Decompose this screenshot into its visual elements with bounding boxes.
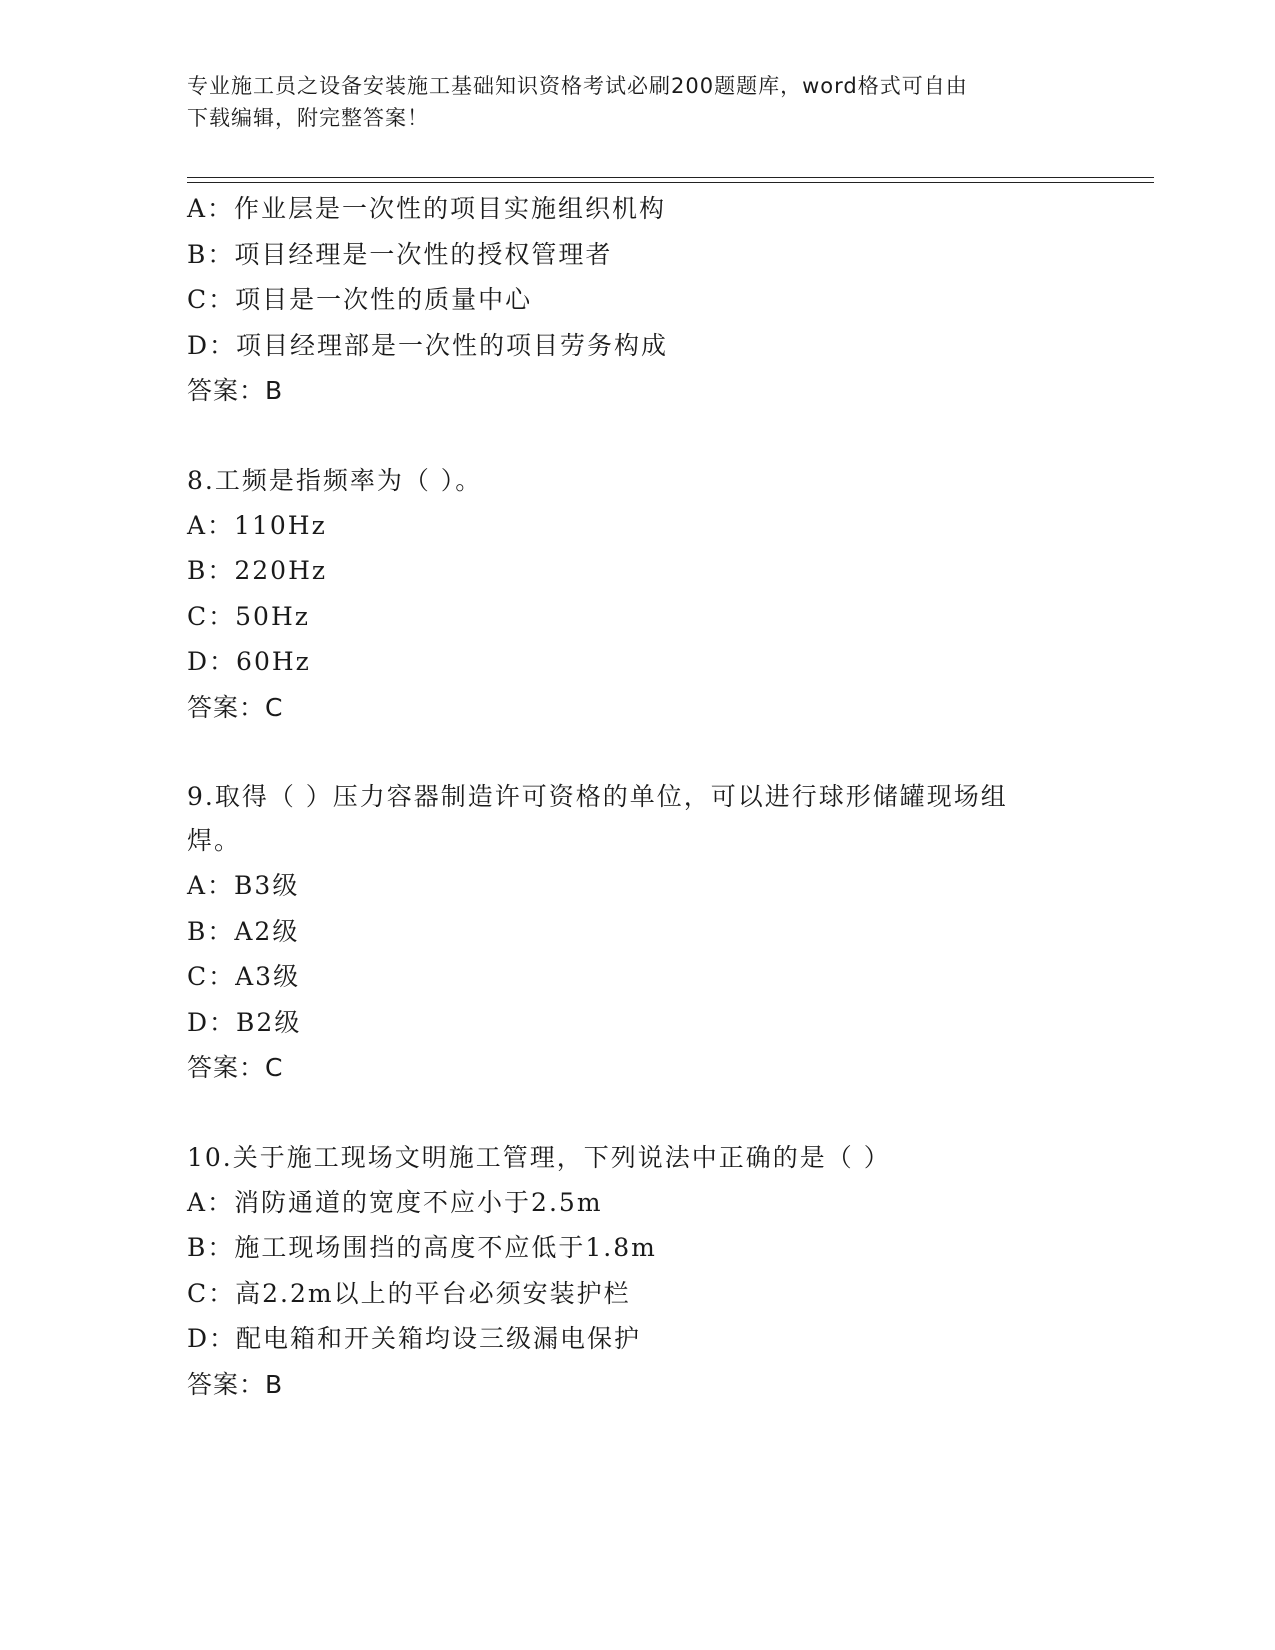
answer: 答案：B: [187, 1369, 284, 1399]
option-c: C：50Hz: [187, 601, 310, 631]
option-d: D：项目经理部是一次性的项目劳务构成: [187, 330, 669, 360]
option-b: B：220Hz: [187, 556, 328, 585]
header-divider-top: [187, 177, 1154, 178]
question-block-8: [187, 459, 1087, 731]
option-b: B：项目经理是一次性的授权管理者: [187, 239, 613, 269]
question-list: [187, 186, 1087, 1407]
header-line-1: 专业施工员之设备安装施工基础知识资格考试必刷200题题库，word格式可自由: [187, 74, 968, 98]
question-text-continued: 焊。: [187, 826, 242, 855]
answer: 答案：C: [187, 1053, 284, 1082]
header-divider-bottom: [187, 182, 1154, 183]
option-d: D：配电箱和开关箱均设三级漏电保护: [187, 1324, 642, 1353]
question-text: 8.工频是指频率为（ ）。: [187, 465, 483, 495]
option-c: C：高2.2m以上的平台必须安装护栏: [187, 1278, 631, 1308]
document-header: [187, 70, 1087, 134]
option-a: A：作业层是一次性的项目实施组织机构: [187, 194, 667, 223]
option-d: D：60Hz: [187, 647, 311, 676]
answer: 答案：C: [187, 692, 284, 722]
option-b: B：施工现场围挡的高度不应低于1.8m: [187, 1233, 657, 1262]
question-text: 9.取得（ ）压力容器制造许可资格的单位，可以进行球形储罐现场组: [187, 782, 1008, 811]
option-d: D：B2级: [187, 1007, 302, 1037]
question-block-9: [187, 775, 1087, 1091]
question-block-10: [187, 1136, 1087, 1408]
option-a: A：消防通道的宽度不应小于2.5m: [187, 1187, 603, 1217]
option-a: A：110Hz: [187, 510, 327, 540]
question-text: 10.关于施工现场文明施工管理，下列说法中正确的是（ ）: [187, 1142, 891, 1172]
option-c: C：A3级: [187, 962, 301, 991]
answer: 答案：B: [187, 376, 284, 405]
option-c: C：项目是一次性的质量中心: [187, 285, 533, 314]
option-a: A：B3级: [187, 871, 300, 900]
option-b: B：A2级: [187, 916, 300, 946]
header-line-2: 下载编辑，附完整答案！: [187, 106, 429, 130]
question-block-7: [187, 186, 1087, 414]
